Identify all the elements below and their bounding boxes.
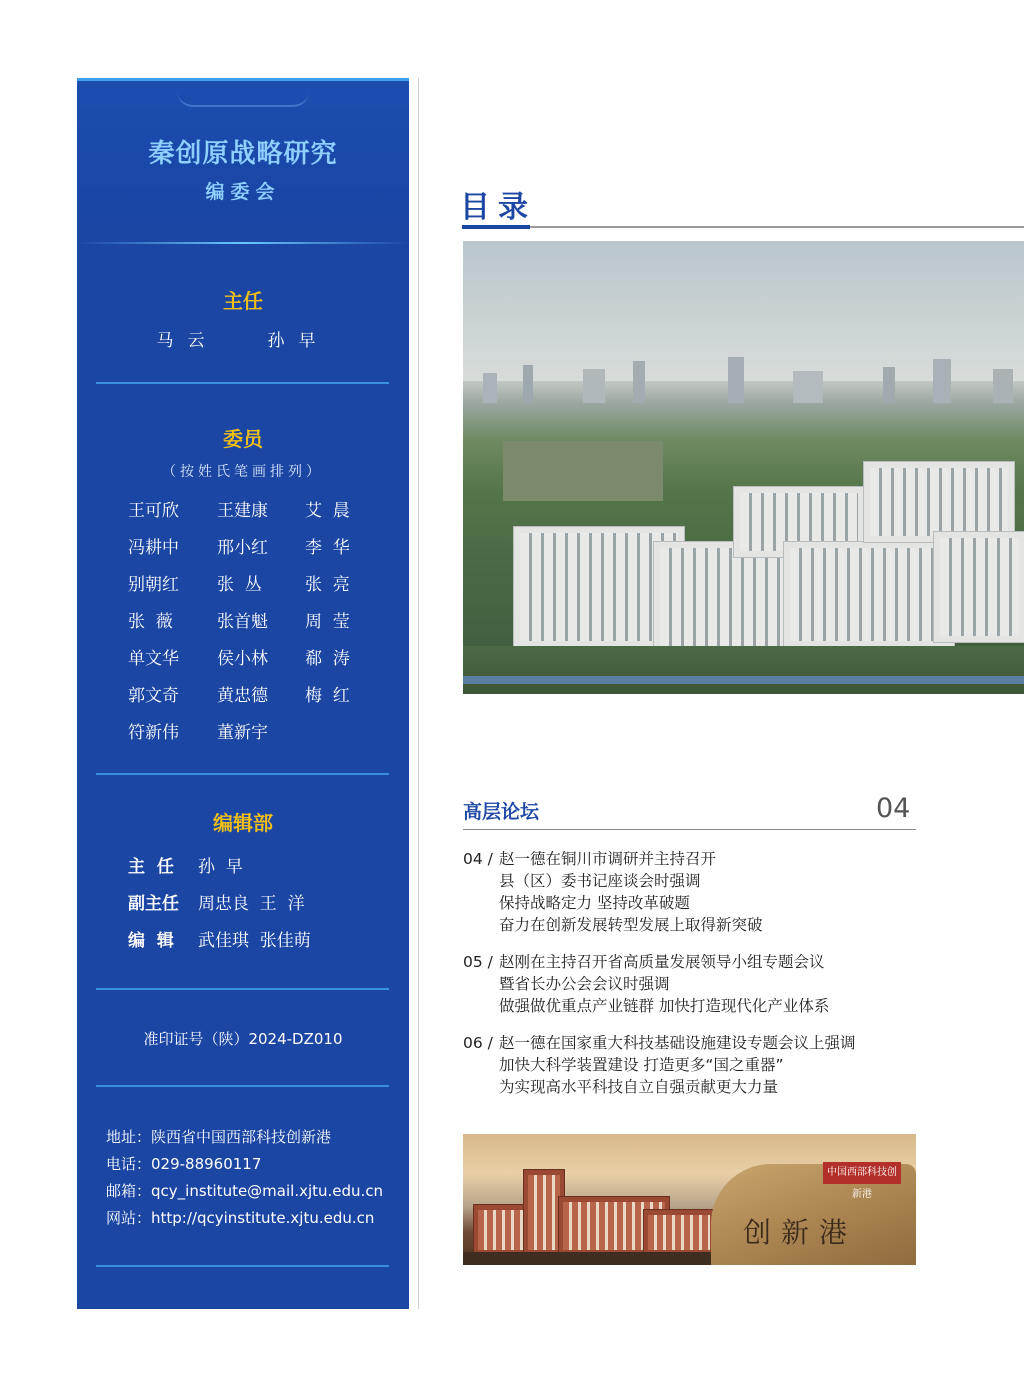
member-name: 黄忠德 [217,686,268,706]
toc-entry-line: 县（区）委书记座谈会时强调 [499,872,701,890]
masthead-header [77,78,409,246]
member-name: 邢小红 [217,538,268,558]
photo-skyline [463,351,1024,406]
contact-phone: 电话：029-88960117 [106,1155,262,1173]
divider [96,1085,389,1087]
page-gutter-line [418,78,419,1309]
member-name: 艾 晨 [305,501,350,521]
toc-title-rule [530,226,1024,228]
editorial-role: 副主任 [128,894,179,914]
toc-entry-line: 奋力在创新发展转型发展上取得新突破 [499,916,763,934]
editorial-names: 周忠良 王 洋 [198,894,305,914]
editorial-names: 武佳琪 张佳萌 [198,931,311,951]
innovation-harbor-aerial-photo [463,241,1024,694]
member-name: 张 丛 [217,575,262,595]
toc-entry-page: 04 / [463,850,493,868]
member-name: 王建康 [217,501,268,521]
toc-title: 目录 [460,190,536,225]
chair-name: 孙早 [267,331,330,351]
members-note: （按姓氏笔画排列） [162,464,324,480]
toc-entry-line: 暨省长办公会会议时强调 [499,975,670,993]
member-name: 梅 红 [305,686,350,706]
member-name: 张 薇 [128,612,173,632]
campus-sign-photo [463,1134,916,1265]
section-heading: 高层论坛 [463,801,540,823]
member-name: 王可欣 [128,501,179,521]
divider [96,382,389,384]
masthead-title: 秦创原战略研究 [148,139,338,169]
toc-entry-line: 为实现高水平科技自立自强贡献更大力量 [499,1078,779,1096]
member-name: 冯耕中 [128,538,179,558]
editorial-role: 编 辑 [128,931,174,951]
chair-names [77,326,409,351]
print-permit: 准印证号（陕）2024-DZ010 [143,1030,343,1048]
member-name: 郗 涛 [305,649,350,669]
divider [96,773,389,775]
masthead-subtitle: 编委会 [205,181,281,203]
chair-heading: 主任 [223,289,263,313]
member-name: 郭文奇 [128,686,179,706]
member-name: 张首魁 [217,612,268,632]
toc-entry-line: 保持战略定力 坚持改革破题 [499,894,690,912]
contact-address: 地址：陕西省中国西部科技创新港 [106,1128,332,1146]
member-name: 周 莹 [305,612,350,632]
members-heading: 委员 [223,427,263,451]
toc-entry-page: 06 / [463,1034,493,1052]
section-rule [463,829,916,830]
divider [96,988,389,990]
section-page-number: 04 [876,793,911,824]
masthead-panel [77,78,409,1309]
member-name: 李 华 [305,538,350,558]
campus-logo: 中国西部科技创新港 [823,1162,901,1184]
member-name: 符新伟 [128,723,179,743]
toc-entry-line: 赵刚在主持召开省高质量发展领导小组专题会议 [499,953,825,971]
header-glow-line [77,242,409,244]
toc-entry-line: 加快大科学装置建设 打造更多“国之重器” [499,1056,784,1074]
chair-name: 马云 [156,331,219,351]
member-name: 别朝红 [128,575,179,595]
editorial-names: 孙 早 [198,857,243,877]
toc-entry-line: 赵一德在国家重大科技基础设施建设专题会议上强调 [499,1034,856,1052]
member-name: 侯小林 [217,649,268,669]
toc-entry[interactable] [463,848,763,936]
member-name: 张 亮 [305,575,350,595]
rock-inscription: 创新港 [743,1216,858,1249]
toc-entry[interactable] [463,951,829,1017]
toc-entry[interactable] [463,1032,856,1098]
toc-entry-line: 做强做优重点产业链群 加快打造现代化产业体系 [499,997,830,1015]
contact-website[interactable]: 网站：http://qcyinstitute.xjtu.edu.cn [106,1209,375,1227]
toc-title-underline [462,225,530,229]
divider [96,1265,389,1267]
header-ornament [177,91,309,107]
toc-entry-page: 05 / [463,953,493,971]
editorial-role: 主 任 [128,857,174,877]
member-name: 董新宇 [217,723,268,743]
member-name: 单文华 [128,649,179,669]
toc-entry-line: 赵一德在铜川市调研并主持召开 [499,850,717,868]
editorial-heading: 编辑部 [213,811,273,835]
contact-email[interactable]: 邮箱：qcy_institute@mail.xjtu.edu.cn [106,1182,384,1200]
